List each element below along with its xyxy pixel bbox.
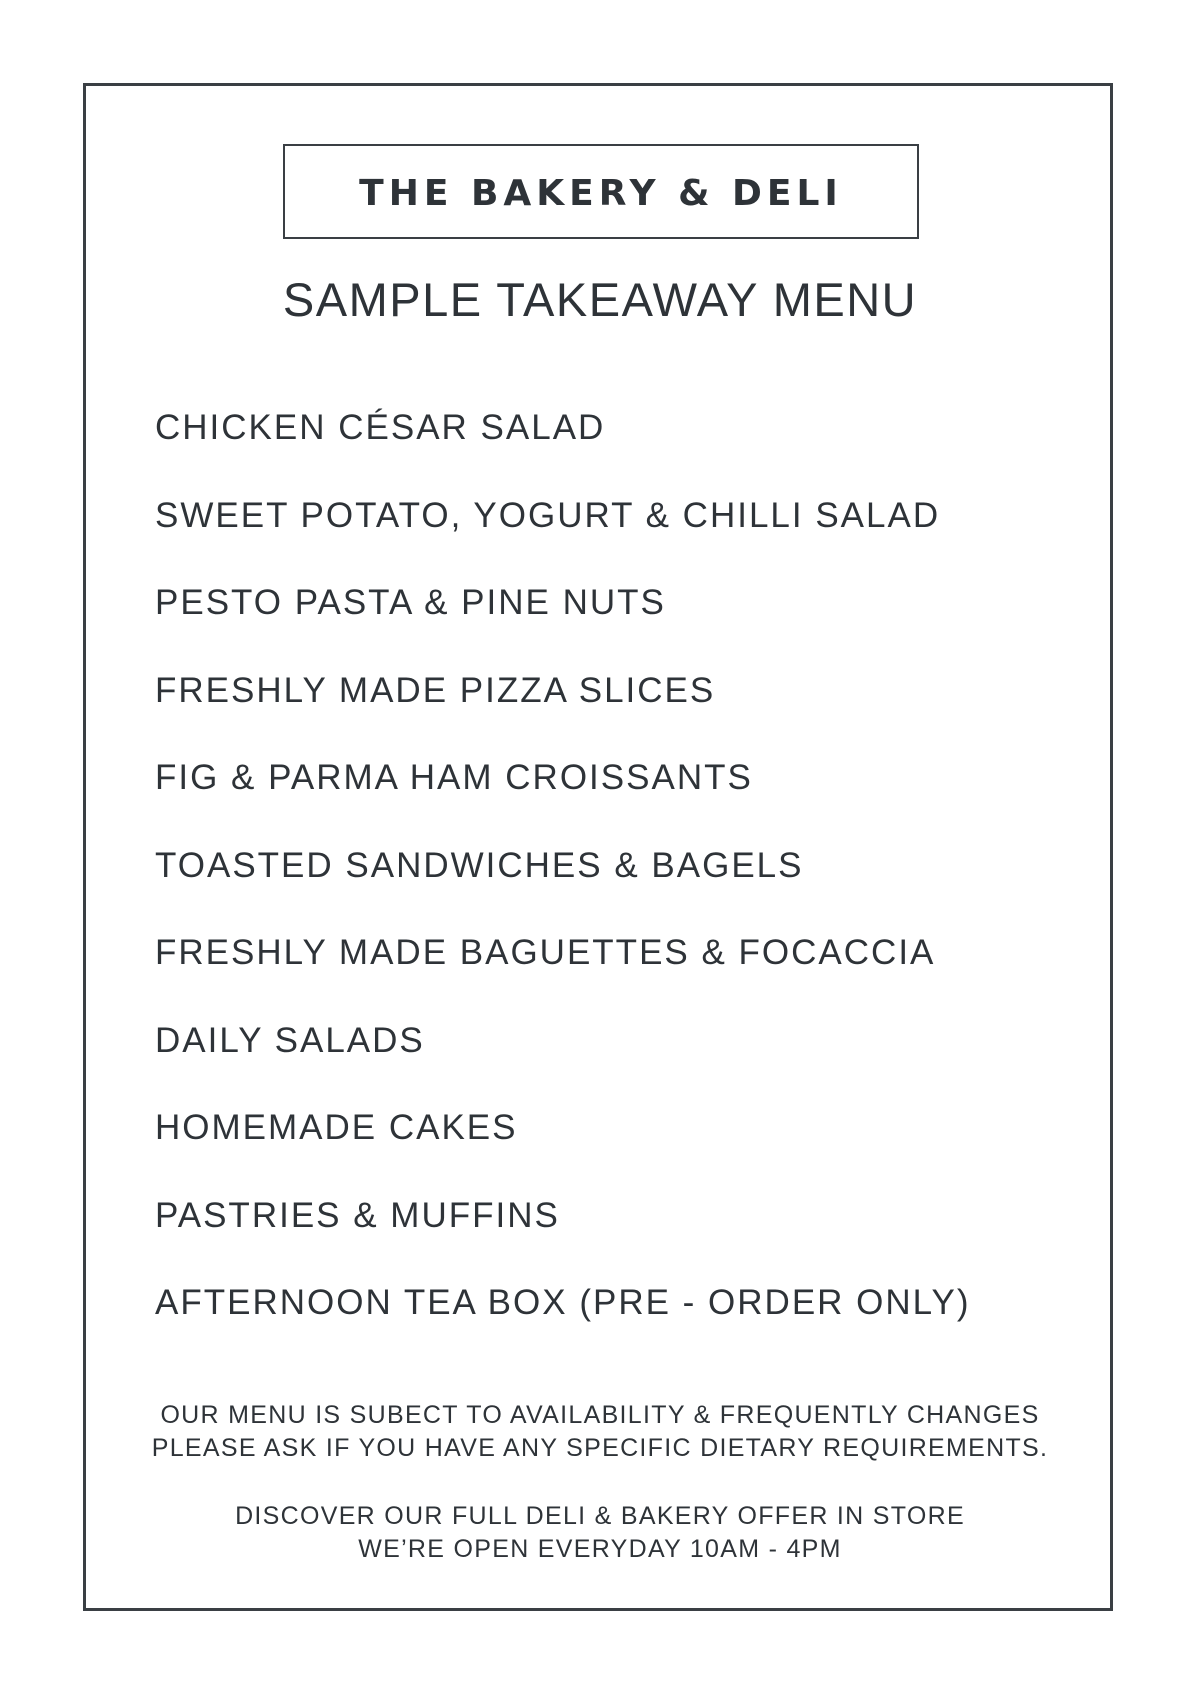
- store-offer-line: DISCOVER OUR FULL DELI & BAKERY OFFER IN STORE: [235, 1502, 965, 1530]
- logo-text: THE BAKERY & DELI: [359, 173, 843, 214]
- menu-item: HOMEMADE CAKES: [155, 1108, 518, 1147]
- menu-item: TOASTED SANDWICHES & BAGELS: [155, 845, 804, 885]
- menu-item: PASTRIES & MUFFINS: [155, 1195, 560, 1235]
- menu-item: DAILY SALADS: [155, 1020, 425, 1060]
- menu-item: PESTO PASTA & PINE NUTS: [155, 583, 666, 622]
- menu-list: [155, 400, 971, 1363]
- opening-hours-line: WE’RE OPEN EVERYDAY 10AM - 4PM: [358, 1535, 842, 1563]
- availability-note: [0, 1399, 1200, 1465]
- menu-item: CHICKEN CÉSAR SALAD: [155, 408, 606, 447]
- availability-note-line: OUR MENU IS SUBECT TO AVAILABILITY & FREQUENTLY CHANGES: [160, 1401, 1040, 1429]
- menu-item: FRESHLY MADE PIZZA SLICES: [155, 670, 716, 710]
- menu-item: FRESHLY MADE BAGUETTES & FOCACCIA: [155, 933, 936, 972]
- menu-item: SWEET POTATO, YOGURT & CHILLI SALAD: [155, 495, 941, 535]
- logo-box: [283, 144, 919, 239]
- dietary-note-line: PLEASE ASK IF YOU HAVE ANY SPECIFIC DIETARY REQUIREMENTS.: [151, 1434, 1049, 1462]
- menu-title: SAMPLE TAKEAWAY MENU: [282, 273, 918, 326]
- menu-item: AFTERNOON TEA BOX (PRE - ORDER ONLY): [155, 1283, 971, 1322]
- store-info-note: [0, 1500, 1200, 1566]
- menu-item: FIG & PARMA HAM CROISSANTS: [155, 758, 753, 797]
